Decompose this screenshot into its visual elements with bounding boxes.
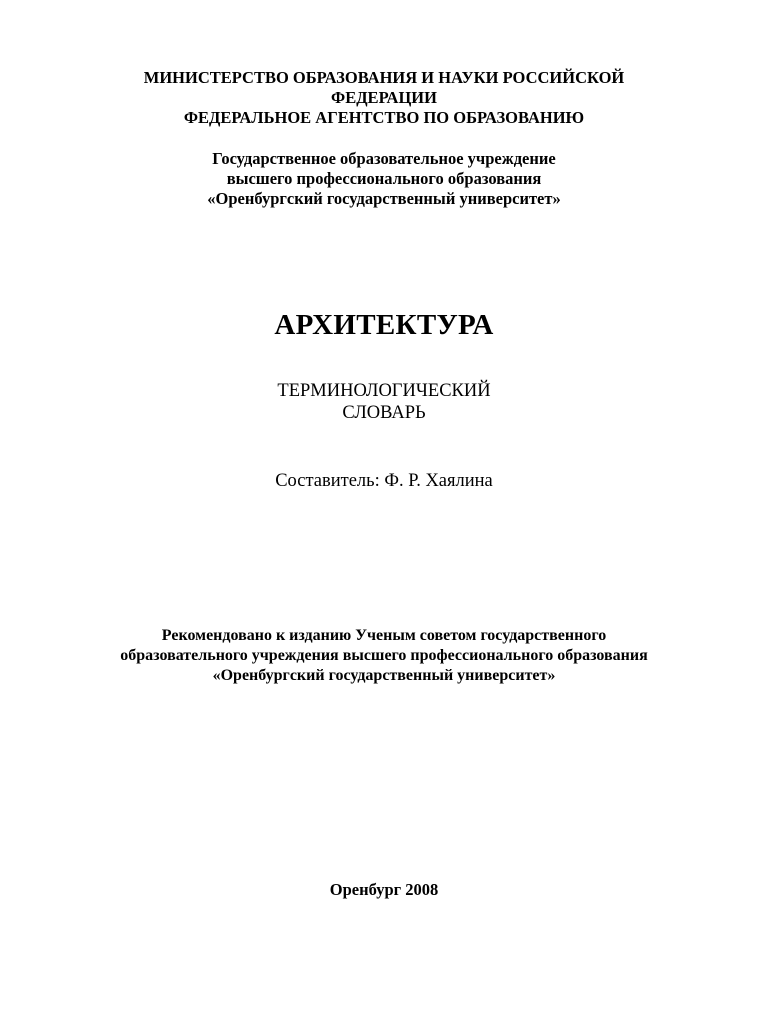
institution-line: высшего профессионального образования [226,169,542,188]
recommendation-line: образовательного учреждения высшего профессионального образования [120,647,648,664]
ministry-header [0,68,768,128]
compiler-credit: Составитель: Ф. Р. Хаялина [275,471,493,491]
agency-line: ФЕДЕРАЛЬНОЕ АГЕНТСТВО ПО ОБРАЗОВАНИЮ [183,108,585,127]
document-subtitle [0,380,768,424]
recommendation-line: Рекомендовано к изданию Ученым советом государственного [161,627,607,644]
document-title: АРХИТЕКТУРА [274,309,494,341]
recommendation-line: «Оренбургский государственный университет» [212,667,556,684]
city-year: Оренбург 2008 [329,880,439,899]
subtitle-line: СЛОВАРЬ [342,403,426,423]
recommendation-note [0,626,768,686]
institution-header [0,149,768,209]
ministry-line: ФЕДЕРАЦИИ [331,88,437,107]
institution-line: Государственное образовательное учреждение [212,149,556,168]
university-name: «Оренбургский государственный университет» [207,189,561,208]
ministry-line: МИНИСТЕРСТВО ОБРАЗОВАНИЯ И НАУКИ РОССИЙСКОЙ [143,68,625,87]
subtitle-line: ТЕРМИНОЛОГИЧЕСКИЙ [277,381,491,401]
